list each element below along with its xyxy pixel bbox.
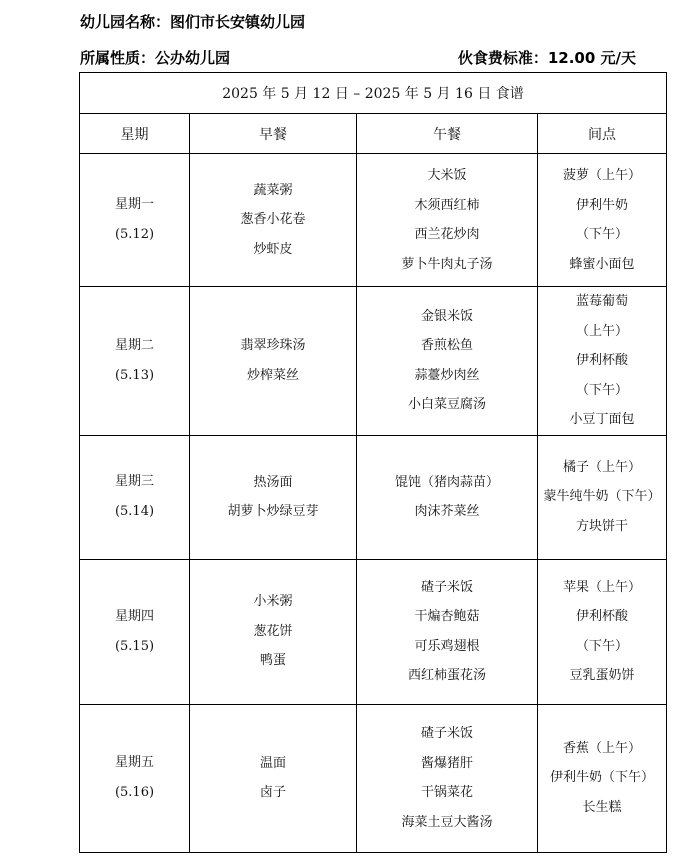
snack-item: 苹果（上午） — [562, 579, 641, 595]
lunch-item: 金银米饭 — [420, 308, 473, 324]
snack-item: 伊利杯酸 — [575, 609, 628, 624]
weekday-label: 星期二 — [114, 337, 154, 353]
date-label: (5.12) — [114, 227, 155, 242]
lunch-item: 碴子米饭 — [420, 579, 473, 595]
column-header-weekday: 星期 — [80, 114, 190, 154]
weekly-menu-table — [79, 72, 667, 853]
breakfast-item: 卤子 — [259, 785, 286, 800]
menu-title: 2025 年 5 月 12 日 – 2025 年 5 月 16 日 食谱 — [80, 73, 667, 114]
snack-cell — [538, 435, 667, 559]
snack-cell — [538, 287, 667, 436]
lunch-item: 干锅菜花 — [420, 785, 473, 800]
breakfast-cell — [190, 704, 357, 852]
snack-item: （下午） — [575, 638, 628, 654]
breakfast-item: 小米粥 — [253, 594, 293, 610]
snack-item: 长生糕 — [582, 799, 622, 815]
weekday-cell — [80, 435, 190, 559]
column-header-row — [80, 114, 667, 154]
snack-item: （下午） — [575, 382, 628, 398]
weekday-cell — [80, 559, 190, 704]
lunch-item: 西红柿蛋花汤 — [407, 668, 486, 683]
kindergarten-type-label: 所属性质：公办幼儿园 — [80, 49, 231, 67]
breakfast-item: 炒榨菜丝 — [246, 367, 299, 383]
lunch-item: 香煎松鱼 — [420, 338, 473, 354]
snack-item: 方块饼干 — [575, 518, 628, 534]
snack-item: 蓝莓葡萄 — [575, 294, 628, 309]
breakfast-item: 葱花饼 — [253, 623, 293, 639]
lunch-item: 小白菜豆腐汤 — [407, 397, 486, 413]
breakfast-item: 温面 — [259, 755, 286, 771]
column-header-breakfast: 早餐 — [190, 114, 357, 154]
lunch-cell — [357, 287, 538, 436]
breakfast-cell — [190, 435, 357, 559]
column-header-snack: 间点 — [538, 114, 667, 154]
lunch-item: 肉沫芥菜丝 — [414, 504, 480, 519]
breakfast-cell — [190, 287, 357, 436]
lunch-item: 碴子米饭 — [420, 726, 473, 741]
menu-row — [80, 435, 667, 559]
breakfast-item: 炒虾皮 — [253, 241, 293, 257]
kindergarten-name-label: 幼儿园名称：图们市长安镇幼儿园 — [80, 13, 306, 31]
snack-item: 蒙牛纯牛奶（下午） — [543, 489, 661, 505]
date-label: (5.15) — [114, 638, 155, 654]
breakfast-item: 蔬菜粥 — [253, 182, 293, 198]
snack-item: 菠萝（上午） — [562, 168, 641, 183]
snack-cell — [538, 704, 667, 852]
weekday-label: 星期五 — [114, 755, 154, 770]
lunch-item: 馄饨（猪肉蒜苗） — [394, 474, 499, 490]
menu-row — [80, 287, 667, 436]
breakfast-cell — [190, 559, 357, 704]
lunch-cell — [357, 435, 538, 559]
weekday-label: 星期三 — [114, 474, 154, 489]
breakfast-item: 葱香小花卷 — [240, 212, 306, 228]
date-label: (5.13) — [114, 367, 155, 383]
menu-row — [80, 559, 667, 704]
lunch-item: 西兰花炒肉 — [414, 227, 480, 242]
breakfast-item: 鸭蛋 — [259, 653, 286, 669]
weekday-label: 星期四 — [114, 608, 154, 624]
snack-item: 伊利牛奶 — [575, 197, 628, 213]
snack-item: 橘子（上午） — [562, 459, 641, 475]
snack-item: 香蕉（上午） — [562, 740, 641, 756]
lunch-cell — [357, 704, 538, 852]
snack-item: （下午） — [575, 227, 628, 242]
date-label: (5.14) — [114, 504, 155, 519]
lunch-item: 可乐鸡翅根 — [414, 638, 480, 654]
weekday-label: 星期一 — [114, 197, 154, 212]
snack-item: 伊利杯酸 — [575, 353, 628, 368]
breakfast-cell — [190, 154, 357, 287]
column-header-lunch: 午餐 — [357, 114, 538, 154]
lunch-item: 萝卜牛肉丸子汤 — [401, 256, 493, 272]
snack-item: （上午） — [575, 323, 628, 339]
lunch-item: 蒜薹炒肉丝 — [414, 367, 480, 383]
meal-fee-label: 伙食费标准：12.00 元/天 — [457, 49, 636, 67]
weekday-cell — [80, 287, 190, 436]
lunch-item: 海菜土豆大酱汤 — [401, 814, 493, 830]
menu-row — [80, 154, 667, 287]
snack-item: 伊利牛奶（下午） — [549, 770, 654, 786]
lunch-item: 干煸杏鲍菇 — [414, 609, 480, 624]
snack-item: 豆乳蛋奶饼 — [569, 668, 635, 683]
lunch-item: 大米饭 — [427, 168, 467, 183]
lunch-item: 木须西红柿 — [414, 197, 480, 213]
snack-item: 小豆丁面包 — [569, 412, 635, 427]
lunch-item: 酱爆猪肝 — [420, 755, 473, 771]
weekday-cell — [80, 154, 190, 287]
snack-item: 蜂蜜小面包 — [569, 256, 635, 272]
menu-row — [80, 704, 667, 852]
lunch-cell — [357, 559, 538, 704]
weekday-cell — [80, 704, 190, 852]
snack-cell — [538, 154, 667, 287]
snack-cell — [538, 559, 667, 704]
date-label: (5.16) — [114, 785, 155, 800]
breakfast-item: 胡萝卜炒绿豆芽 — [227, 504, 319, 519]
breakfast-item: 翡翠珍珠汤 — [240, 338, 306, 354]
breakfast-item: 热汤面 — [253, 474, 293, 490]
lunch-cell — [357, 154, 538, 287]
